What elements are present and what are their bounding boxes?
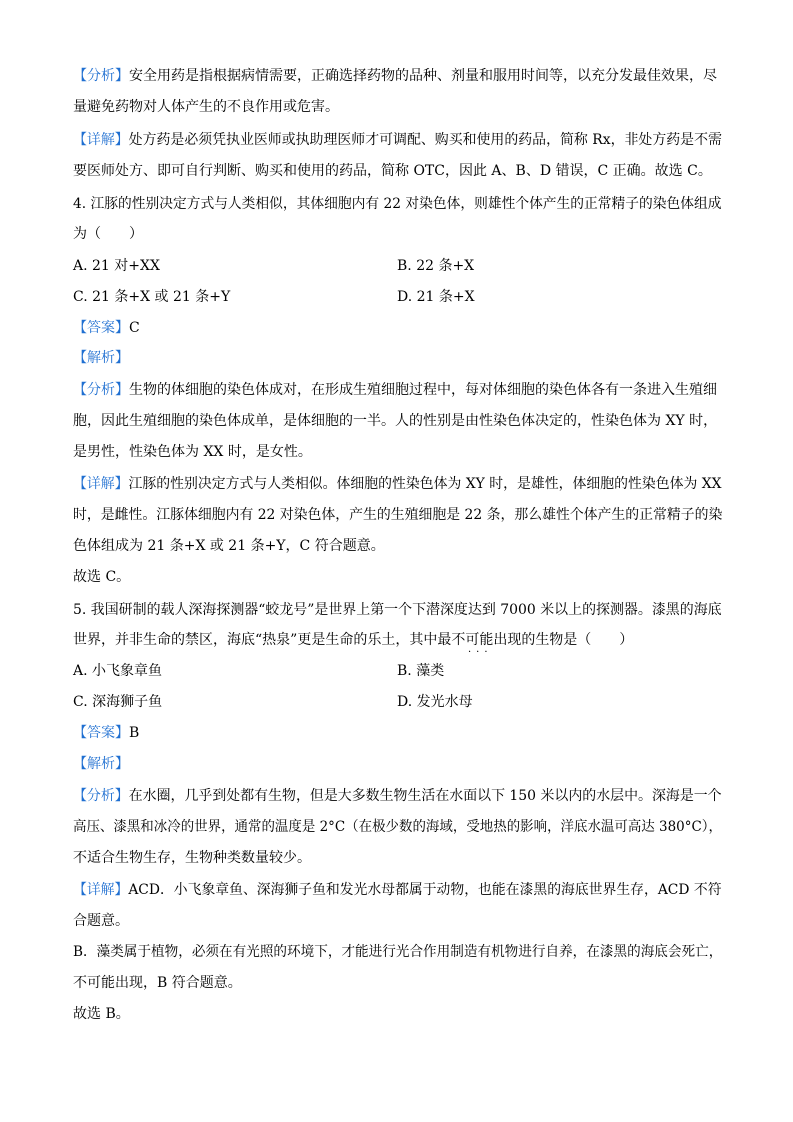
q4-jiexi-heading: 【解析】: [73, 350, 129, 366]
q5-b-line-1: B．藻类属于植物，必须在有光照的环境下，才能进行光合作用制造有机物进行自养，在漆黑的海底会死亡，: [73, 944, 723, 960]
q5-option-a: A. 小飞象章鱼: [73, 663, 163, 679]
detail-tag: 【详解】: [73, 882, 129, 898]
q4-answer: [73, 318, 140, 338]
answer-value: C: [129, 320, 140, 336]
answer-tag: 【答案】: [73, 320, 129, 336]
answer-value: B: [129, 725, 140, 741]
q5-conclusion: 故选 B。: [73, 1006, 130, 1022]
q3-detail-line-2: 要医师处方、即可自行判断、购买和使用的药品，简称 OTC，因此 A、B、D 错误，C 正确。故选 C。: [73, 163, 712, 179]
q3-analysis-line-1: 【分析】安全用药是指根据病情需要，正确选择药物的品种、剂量和服用时间等，以充分发最佳效果，尽: [73, 68, 717, 84]
q4-option-b: B. 22 条+X: [397, 258, 475, 274]
q5-detail-line-1: 【详解】ACD．小飞象章鱼、深海狮子鱼和发光水母都属于动物，也能在漆黑的海底世界生存，ACD 不符: [73, 882, 722, 898]
q3-detail-line-1: 【详解】处方药是必须凭执业医师或执助理医师才可调配、购买和使用的药品，简称 Rx，非处方药是不需: [73, 132, 722, 148]
q5-analysis-line-2: 高压、漆黑和冰冷的世界，通常的温度是 2°C（在极少数的海域，受地热的影响，洋底水温可高达 380°C），: [73, 819, 722, 835]
q5-analysis-line-3: 不适合生物生存，生物种类数量较少。: [73, 850, 311, 866]
emphasis-dots: ···: [468, 647, 493, 658]
q4-option-d: D. 21 条+X: [397, 289, 475, 305]
q4-analysis-line-1: 【分析】生物的体细胞的染色体成对，在形成生殖细胞过程中，每对体细胞的染色体各有一条进入生殖细: [73, 382, 717, 398]
q3-analysis-line-2: 量避免药物对人体产生的不良作用或危害。: [73, 99, 339, 115]
q4-stem-line-1: 4. 江豚的性别决定方式与人类相似，其体细胞内有 22 对染色体，则雄性个体产生的正常精子的染色体组成: [73, 196, 722, 212]
q5-detail-line-2: 合题意。: [73, 913, 129, 929]
detail-tag: 【详解】: [73, 476, 129, 492]
detail-tag: 【详解】: [73, 132, 129, 148]
q4-option-c: C. 21 条+X 或 21 条+Y: [73, 289, 231, 305]
q4-analysis-line-2: 胞，因此生殖细胞的染色体成单，是体细胞的一半。人的性别是由性染色体决定的，性染色体为 XY 时，: [73, 413, 718, 429]
q5-jiexi-heading: 【解析】: [73, 756, 129, 772]
q5-b-line-2: 不可能出现，B 符合题意。: [73, 975, 242, 991]
q5-option-c: C. 深海狮子鱼: [73, 694, 163, 710]
q5-option-d: D. 发光水母: [397, 694, 473, 710]
q5-option-b: B. 藻类: [397, 663, 445, 679]
analysis-tag: 【分析】: [73, 382, 129, 398]
q4-detail-line-2: 时，是雌性。江豚体细胞内有 22 对染色体，产生的生殖细胞是 22 条，那么雄性个体产生的正常精子的染: [73, 507, 723, 523]
q4-detail-line-1: 【详解】江豚的性别决定方式与人类相似。体细胞的性染色体为 XY 时，是雄性，体细胞的性染色体为 XX: [73, 476, 722, 492]
answer-tag: 【答案】: [73, 725, 129, 741]
q5-stem-line-2: 世界，并非生命的禁区，海底“热泉”更是生命的乐土，其中最不可能出现的生物是（ ）: [73, 632, 634, 648]
analysis-tag: 【分析】: [73, 788, 129, 804]
q5-answer: [73, 723, 139, 743]
q5-analysis-line-1: 【分析】在水圈，几乎到处都有生物，但是大多数生物生活在水面以下 150 米以内的水层中。深海是一个: [73, 788, 722, 804]
q4-conclusion: 故选 C。: [73, 569, 131, 585]
q4-stem-line-2: 为（ ）: [73, 226, 143, 242]
q4-analysis-line-3: 是男性，性染色体为 XX 时，是女性。: [73, 444, 312, 460]
analysis-tag: 【分析】: [73, 68, 129, 84]
q5-stem-line-1: 5. 我国研制的载人深海探测器“蛟龙号”是世界上第一个下潜深度达到 7000 米以上的探测器。漆黑的海底: [73, 602, 722, 618]
q4-option-a: A. 21 对+XX: [73, 258, 160, 274]
q4-detail-line-3: 色体组成为 21 条+X 或 21 条+Y，C 符合题意。: [73, 538, 385, 554]
